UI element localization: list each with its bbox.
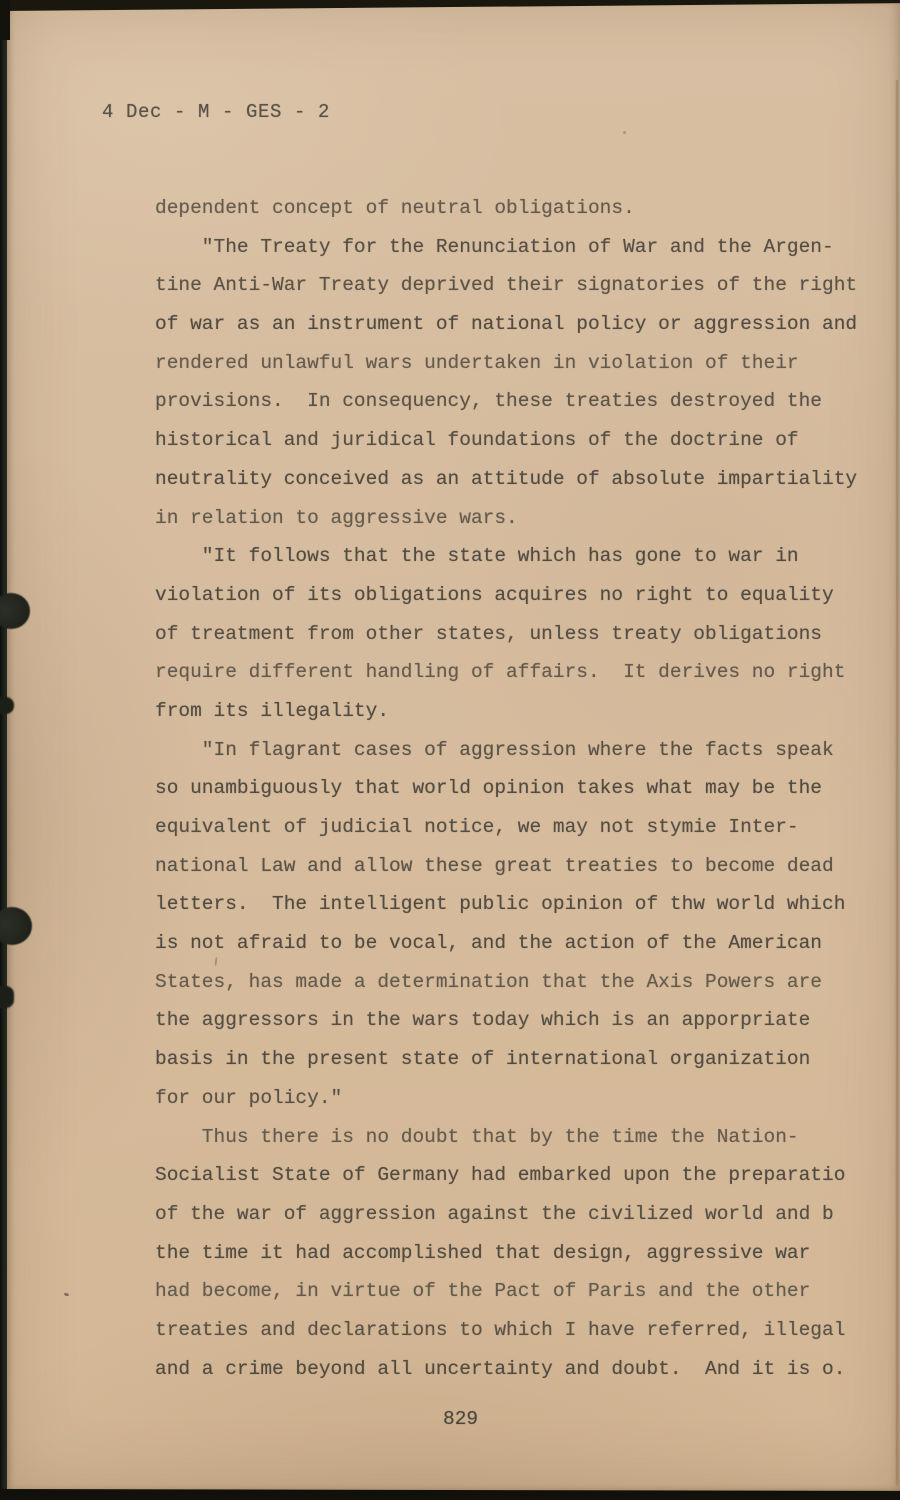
document-body bbox=[155, 189, 875, 1388]
scan-edge-top-corner bbox=[0, 0, 10, 40]
text-line: of treatment from other states, unless treaty obligations bbox=[155, 622, 823, 645]
text-line: is not afraid to be vocal, and the action of the American bbox=[155, 932, 823, 955]
text-line: the time it had accomplished that design, aggressive war bbox=[155, 1241, 811, 1264]
text-line: had become, in virtue of the Pact of Paris and the other bbox=[155, 1280, 811, 1303]
text-line: of the war of aggression against the civilized world and b bbox=[155, 1202, 834, 1225]
text-line: from its illegality. bbox=[155, 699, 390, 722]
document-page bbox=[7, 0, 900, 1491]
text-line: rendered unlawful wars undertaken in violation of their bbox=[155, 351, 799, 374]
text-line: historical and juridical foundations of the doctrine of bbox=[155, 429, 799, 452]
text-line: so unambiguously that world opinion takes what may be the bbox=[155, 777, 823, 800]
text-line: national Law and allow these great treaties to become dead bbox=[155, 854, 834, 877]
text-line: provisions. In consequency, these treaties destroyed the bbox=[155, 390, 823, 413]
page-header: 4 Dec - M - GES - 2 bbox=[102, 101, 331, 123]
ink-speck bbox=[623, 131, 626, 134]
scan-edge-left bbox=[0, 0, 7, 1500]
ink-speck bbox=[64, 1292, 70, 1297]
text-line: "It follows that the state which has gone to war in bbox=[155, 545, 799, 568]
text-line: neutrality conceived as an attitude of absolute impartiality bbox=[155, 467, 858, 490]
text-line: the aggressors in the wars today which is an apporpriate bbox=[155, 1009, 811, 1032]
text-line: and a crime beyond all uncertainty and doubt. And it is o. bbox=[155, 1357, 846, 1380]
text-line: basis in the present state of international organization bbox=[155, 1048, 811, 1071]
binder-notch-bottom bbox=[0, 986, 14, 1008]
scan-edge-bottom bbox=[0, 1489, 900, 1500]
text-line: Thus there is no doubt that by the time the Nation- bbox=[155, 1125, 799, 1148]
text-line: Socialist State of Germany had embarked upon the preparatio bbox=[155, 1164, 846, 1187]
text-line: violation of its obligations acquires no right to equality bbox=[155, 583, 834, 606]
text-line: require different handling of affairs. It derives no right bbox=[155, 661, 846, 684]
text-line: letters. The intelligent public opinion of thw world which bbox=[155, 893, 846, 916]
text-line: equivalent of judicial notice, we may not stymie Inter- bbox=[155, 816, 799, 838]
text-line: "The Treaty for the Renunciation of War and the Argen- bbox=[155, 235, 834, 258]
page-number: 829 bbox=[443, 1408, 479, 1430]
text-line: dependent concept of neutral obligations. bbox=[155, 197, 635, 219]
text-line: States, has made a determination that the Axis Powers are bbox=[155, 970, 823, 993]
text-line: of war as an instrument of national policy or aggression and bbox=[155, 313, 858, 336]
text-line: tine Anti-War Treaty deprived their signatories of the right bbox=[155, 274, 858, 297]
text-line: in relation to aggressive wars. bbox=[155, 506, 518, 529]
text-line: for our policy." bbox=[155, 1086, 343, 1109]
text-line: "In flagrant cases of aggression where the facts speak bbox=[155, 738, 834, 761]
text-line: treaties and declarations to which I have referred, illegal bbox=[155, 1318, 846, 1341]
